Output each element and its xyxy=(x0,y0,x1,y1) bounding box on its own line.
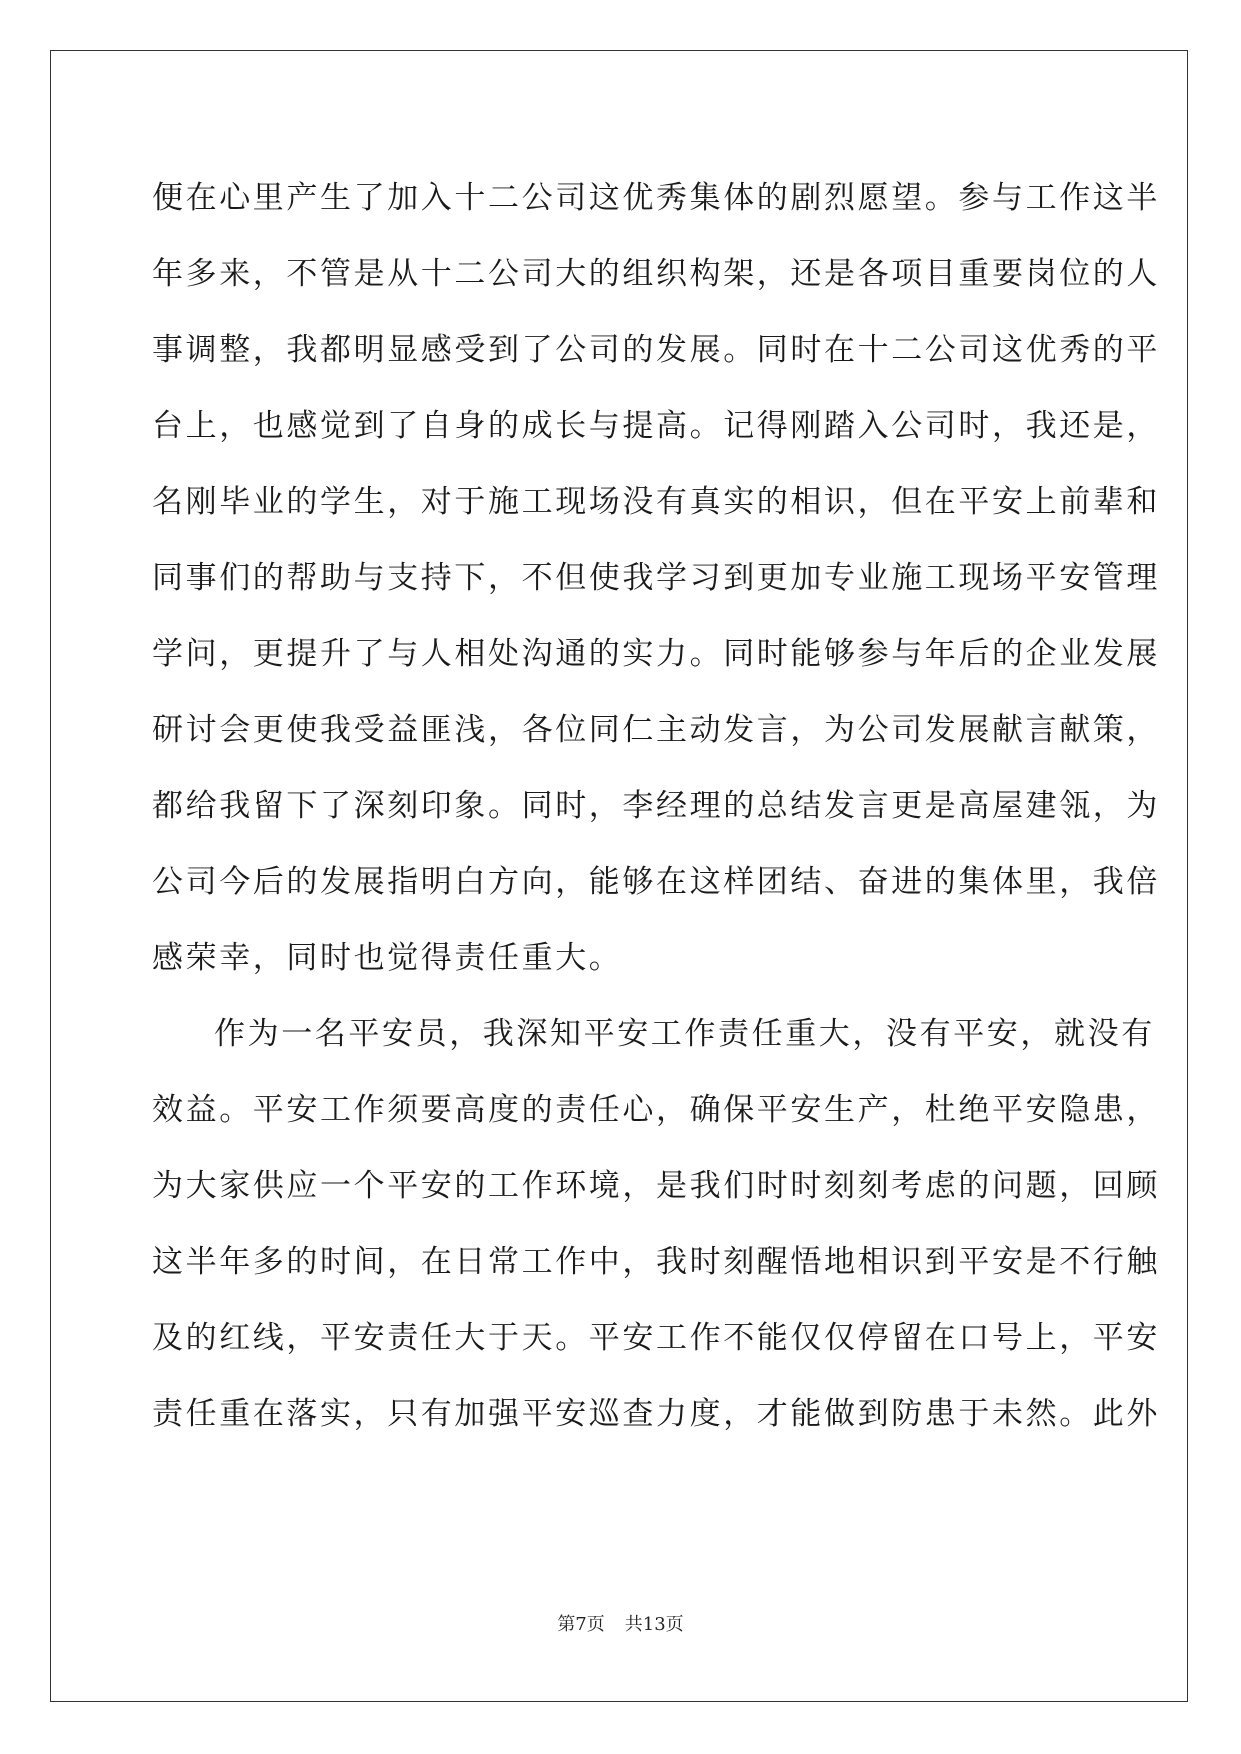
text-line: 事调整，我都明显感受到了公司的发展。同时在十二公司这优秀的平 xyxy=(152,332,1160,368)
text-line: 研讨会更使我受益匪浅，各位同仁主动发言，为公司发展献言献策， xyxy=(152,712,1160,748)
text-line: 台上，也感觉到了自身的成长与提高。记得刚踏入公司时，我还是， xyxy=(152,408,1160,444)
text-line: 名刚毕业的学生，对于施工现场没有真实的相识，但在平安上前辈和 xyxy=(152,484,1160,520)
text-line: 同事们的帮助与支持下，不但使我学习到更加专业施工现场平安管理 xyxy=(152,560,1160,596)
text-line: 都给我留下了深刻印象。同时，李经理的总结发言更是高屋建瓴，为 xyxy=(152,788,1160,824)
text-line: 学问，更提升了与人相处沟通的实力。同时能够参与年后的企业发展 xyxy=(152,636,1160,672)
page-number: 第7页 xyxy=(557,1614,605,1635)
text-line: 便在心里产生了加入十二公司这优秀集体的剧烈愿望。参与工作这半 xyxy=(152,180,1160,216)
text-line: 公司今后的发展指明白方向，能够在这样团结、奋进的集体里，我倍 xyxy=(152,864,1160,900)
text-line: 效益。平安工作须要高度的责任心，确保平安生产，杜绝平安隐患， xyxy=(152,1092,1160,1128)
text-line: 及的红线，平安责任大于天。平安工作不能仅仅停留在口号上，平安 xyxy=(152,1320,1160,1356)
paragraph-first-line: 作为一名平安员，我深知平安工作责任重大，没有平安，就没有 xyxy=(214,1016,1155,1052)
page-footer xyxy=(0,1610,1241,1636)
text-line: 为大家供应一个平安的工作环境，是我们时时刻刻考虑的问题，回顾 xyxy=(152,1168,1160,1204)
text-line: 这半年多的时间，在日常工作中，我时刻醒悟地相识到平安是不行触 xyxy=(152,1244,1160,1280)
text-line: 责任重在落实，只有加强平安巡查力度，才能做到防患于未然。此外 xyxy=(152,1396,1160,1432)
text-line: 感荣幸，同时也觉得责任重大。 xyxy=(152,940,623,976)
document-body xyxy=(152,160,1160,1452)
text-line: 年多来，不管是从十二公司大的组织构架，还是各项目重要岗位的人 xyxy=(152,256,1160,292)
page-total: 共13页 xyxy=(624,1614,684,1635)
